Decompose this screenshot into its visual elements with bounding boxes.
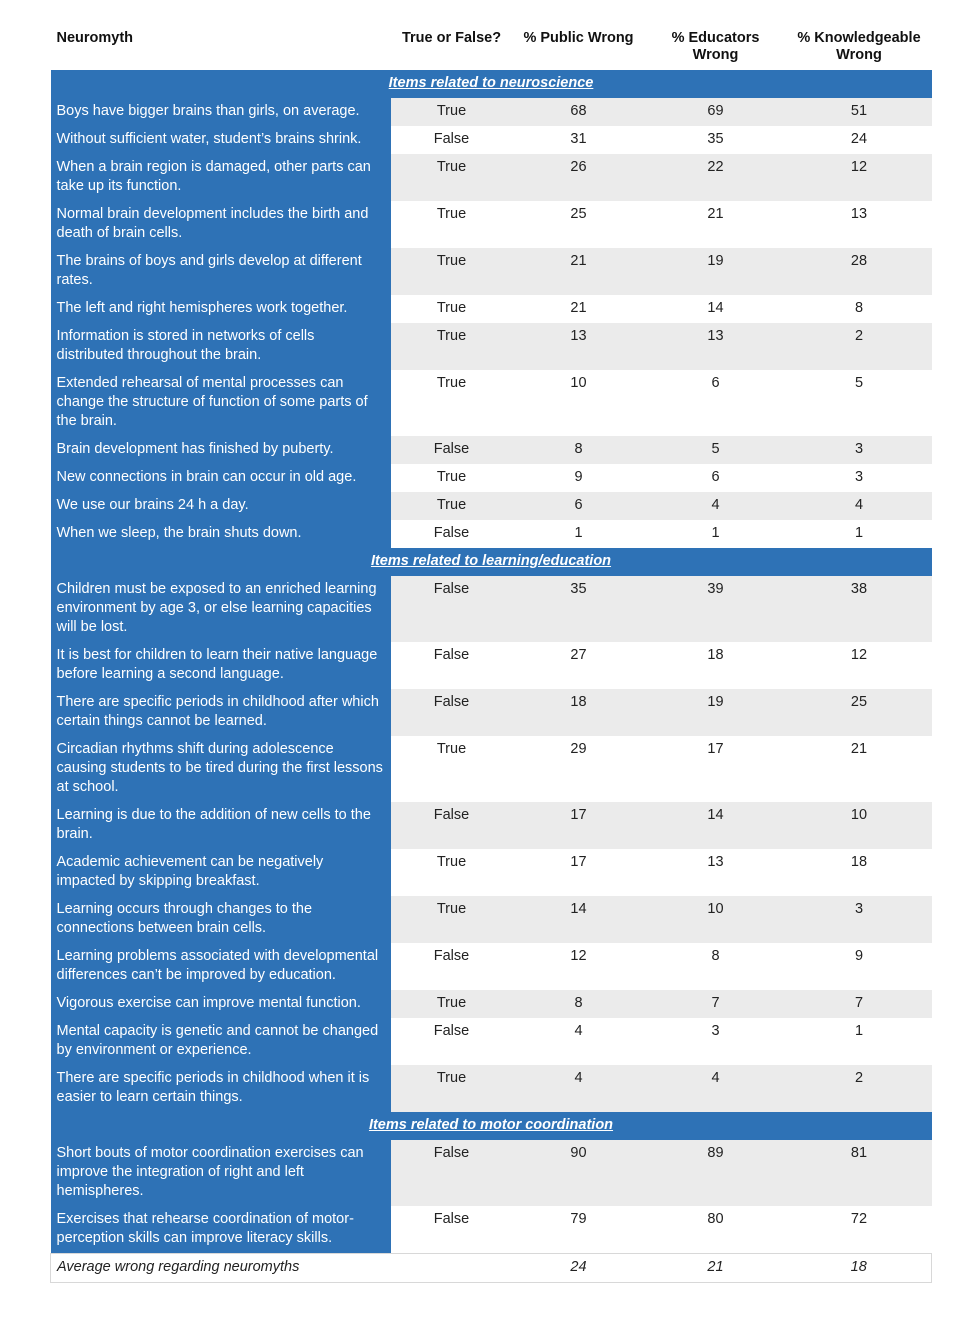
table-row: [51, 370, 932, 436]
true-false-cell: True: [391, 201, 513, 248]
table-row: [51, 201, 932, 248]
neuromyth-cell: Normal brain development includes the birth and death of brain cells.: [51, 201, 391, 248]
educators-wrong-cell: 39: [645, 576, 787, 642]
table-row: [51, 126, 932, 154]
neuromyth-cell: There are specific periods in childhood when it is easier to learn certain things.: [51, 1065, 391, 1112]
neuromyth-cell: There are specific periods in childhood after which certain things cannot be learned.: [51, 689, 391, 736]
average-knowledgeable-wrong: 18: [787, 1254, 932, 1283]
header-row: [51, 28, 932, 70]
educators-wrong-cell: 14: [645, 295, 787, 323]
educators-wrong-cell: 4: [645, 1065, 787, 1112]
knowledgeable-wrong-cell: 4: [787, 492, 932, 520]
table-row: [51, 154, 932, 201]
knowledgeable-wrong-cell: 72: [787, 1206, 932, 1254]
neuromyth-cell: Extended rehearsal of mental processes can change the structure of function of some parts of the brain.: [51, 370, 391, 436]
knowledgeable-wrong-cell: 21: [787, 736, 932, 802]
knowledgeable-wrong-cell: 9: [787, 943, 932, 990]
table-row: [51, 990, 932, 1018]
neuromyth-cell: Children must be exposed to an enriched learning environment by age 3, or else learning capacities will be lost.: [51, 576, 391, 642]
true-false-cell: True: [391, 248, 513, 295]
true-false-cell: True: [391, 492, 513, 520]
header-educators-wrong: % Educators Wrong: [671, 30, 760, 63]
header-neuromyth: Neuromyth: [56, 30, 134, 46]
neuromyth-cell: New connections in brain can occur in old age.: [51, 464, 391, 492]
table-row: [51, 736, 932, 802]
knowledgeable-wrong-cell: 13: [787, 201, 932, 248]
table-row: [51, 1065, 932, 1112]
knowledgeable-wrong-cell: 3: [787, 464, 932, 492]
knowledgeable-wrong-cell: 25: [787, 689, 932, 736]
public-wrong-cell: 21: [513, 295, 645, 323]
knowledgeable-wrong-cell: 12: [787, 642, 932, 689]
true-false-cell: False: [391, 642, 513, 689]
neuromyth-cell: The brains of boys and girls develop at different rates.: [51, 248, 391, 295]
neuromyth-cell: Boys have bigger brains than girls, on average.: [51, 98, 391, 126]
knowledgeable-wrong-cell: 51: [787, 98, 932, 126]
neuromyth-cell: Learning is due to the addition of new cells to the brain.: [51, 802, 391, 849]
public-wrong-cell: 27: [513, 642, 645, 689]
true-false-cell: False: [391, 436, 513, 464]
public-wrong-cell: 13: [513, 323, 645, 370]
neuromyth-cell: When we sleep, the brain shuts down.: [51, 520, 391, 548]
table-row: [51, 576, 932, 642]
table-row: [51, 436, 932, 464]
educators-wrong-cell: 14: [645, 802, 787, 849]
knowledgeable-wrong-cell: 2: [787, 1065, 932, 1112]
section-title: Items related to motor coordination: [51, 1112, 932, 1140]
knowledgeable-wrong-cell: 3: [787, 436, 932, 464]
knowledgeable-wrong-cell: 1: [787, 520, 932, 548]
neuromyth-cell: Academic achievement can be negatively impacted by skipping breakfast.: [51, 849, 391, 896]
true-false-cell: True: [391, 1065, 513, 1112]
neuromyth-cell: Brain development has finished by puberty.: [51, 436, 391, 464]
table-row: [51, 248, 932, 295]
true-false-cell: False: [391, 576, 513, 642]
true-false-cell: True: [391, 736, 513, 802]
true-false-cell: False: [391, 943, 513, 990]
table-row: [51, 1206, 932, 1254]
public-wrong-cell: 4: [513, 1065, 645, 1112]
table-body: [51, 70, 932, 1283]
educators-wrong-cell: 1: [645, 520, 787, 548]
table-row: [51, 642, 932, 689]
educators-wrong-cell: 17: [645, 736, 787, 802]
public-wrong-cell: 25: [513, 201, 645, 248]
public-wrong-cell: 14: [513, 896, 645, 943]
neuromyth-cell: The left and right hemispheres work together.: [51, 295, 391, 323]
true-false-cell: True: [391, 990, 513, 1018]
public-wrong-cell: 8: [513, 990, 645, 1018]
educators-wrong-cell: 13: [645, 323, 787, 370]
educators-wrong-cell: 8: [645, 943, 787, 990]
educators-wrong-cell: 4: [645, 492, 787, 520]
public-wrong-cell: 17: [513, 849, 645, 896]
section-header-row: [51, 1112, 932, 1140]
knowledgeable-wrong-cell: 81: [787, 1140, 932, 1206]
public-wrong-cell: 29: [513, 736, 645, 802]
knowledgeable-wrong-cell: 1: [787, 1018, 932, 1065]
section-title: Items related to learning/education: [51, 548, 932, 576]
public-wrong-cell: 79: [513, 1206, 645, 1254]
true-false-cell: False: [391, 1018, 513, 1065]
neuromyth-cell: Circadian rhythms shift during adolescence causing students to be tired during the first lessons at school.: [51, 736, 391, 802]
header-public-wrong: % Public Wrong: [523, 30, 634, 46]
true-false-cell: False: [391, 520, 513, 548]
public-wrong-cell: 6: [513, 492, 645, 520]
educators-wrong-cell: 13: [645, 849, 787, 896]
knowledgeable-wrong-cell: 38: [787, 576, 932, 642]
table-row: [51, 295, 932, 323]
neuromyth-cell: When a brain region is damaged, other parts can take up its function.: [51, 154, 391, 201]
neuromyth-cell: Information is stored in networks of cells distributed throughout the brain.: [51, 323, 391, 370]
educators-wrong-cell: 19: [645, 689, 787, 736]
educators-wrong-cell: 6: [645, 464, 787, 492]
knowledgeable-wrong-cell: 5: [787, 370, 932, 436]
table-row: [51, 464, 932, 492]
educators-wrong-cell: 5: [645, 436, 787, 464]
average-educators-wrong: 21: [645, 1254, 787, 1283]
knowledgeable-wrong-cell: 8: [787, 295, 932, 323]
neuromyth-cell: Learning occurs through changes to the connections between brain cells.: [51, 896, 391, 943]
section-header-row: [51, 70, 932, 98]
public-wrong-cell: 18: [513, 689, 645, 736]
table-row: [51, 896, 932, 943]
educators-wrong-cell: 22: [645, 154, 787, 201]
public-wrong-cell: 21: [513, 248, 645, 295]
educators-wrong-cell: 18: [645, 642, 787, 689]
table-row: [51, 520, 932, 548]
knowledgeable-wrong-cell: 24: [787, 126, 932, 154]
table-row: [51, 492, 932, 520]
table-row: [51, 943, 932, 990]
knowledgeable-wrong-cell: 7: [787, 990, 932, 1018]
true-false-cell: False: [391, 802, 513, 849]
true-false-cell: True: [391, 849, 513, 896]
neuromyth-cell: Vigorous exercise can improve mental function.: [51, 990, 391, 1018]
educators-wrong-cell: 7: [645, 990, 787, 1018]
average-public-wrong: 24: [513, 1254, 645, 1283]
table-row: [51, 1018, 932, 1065]
educators-wrong-cell: 10: [645, 896, 787, 943]
educators-wrong-cell: 3: [645, 1018, 787, 1065]
neuromyth-cell: Mental capacity is genetic and cannot be changed by environment or experience.: [51, 1018, 391, 1065]
neuromyth-cell: Short bouts of motor coordination exercises can improve the integration of right and left hemispheres.: [51, 1140, 391, 1206]
public-wrong-cell: 35: [513, 576, 645, 642]
true-false-cell: True: [391, 464, 513, 492]
educators-wrong-cell: 35: [645, 126, 787, 154]
knowledgeable-wrong-cell: 18: [787, 849, 932, 896]
table-row: [51, 1140, 932, 1206]
knowledgeable-wrong-cell: 10: [787, 802, 932, 849]
knowledgeable-wrong-cell: 12: [787, 154, 932, 201]
true-false-cell: True: [391, 896, 513, 943]
educators-wrong-cell: 19: [645, 248, 787, 295]
section-header-row: [51, 548, 932, 576]
neuromyth-cell: Exercises that rehearse coordination of motor-perception skills can improve literacy skills.: [51, 1206, 391, 1254]
true-false-cell: False: [391, 1206, 513, 1254]
header-true-or-false: True or False?: [401, 30, 502, 46]
public-wrong-cell: 31: [513, 126, 645, 154]
average-true-false-cell: [391, 1254, 513, 1283]
public-wrong-cell: 17: [513, 802, 645, 849]
public-wrong-cell: 12: [513, 943, 645, 990]
public-wrong-cell: 8: [513, 436, 645, 464]
table-row: [51, 323, 932, 370]
public-wrong-cell: 26: [513, 154, 645, 201]
section-title: Items related to neuroscience: [51, 70, 932, 98]
public-wrong-cell: 68: [513, 98, 645, 126]
knowledgeable-wrong-cell: 2: [787, 323, 932, 370]
neuromyth-cell: We use our brains 24 h a day.: [51, 492, 391, 520]
knowledgeable-wrong-cell: 28: [787, 248, 932, 295]
educators-wrong-cell: 6: [645, 370, 787, 436]
public-wrong-cell: 4: [513, 1018, 645, 1065]
average-row: [51, 1254, 932, 1283]
table-row: [51, 98, 932, 126]
true-false-cell: False: [391, 126, 513, 154]
educators-wrong-cell: 80: [645, 1206, 787, 1254]
true-false-cell: True: [391, 154, 513, 201]
true-false-cell: True: [391, 295, 513, 323]
average-label: Average wrong regarding neuromyths: [51, 1254, 391, 1283]
table-row: [51, 849, 932, 896]
public-wrong-cell: 10: [513, 370, 645, 436]
table-row: [51, 689, 932, 736]
true-false-cell: False: [391, 689, 513, 736]
true-false-cell: True: [391, 370, 513, 436]
public-wrong-cell: 9: [513, 464, 645, 492]
neuromyth-cell: Without sufficient water, student’s brains shrink.: [51, 126, 391, 154]
neuromyth-cell: It is best for children to learn their native language before learning a second language.: [51, 642, 391, 689]
header-knowledgeable-wrong: % Knowledgeable Wrong: [797, 30, 921, 63]
educators-wrong-cell: 69: [645, 98, 787, 126]
educators-wrong-cell: 89: [645, 1140, 787, 1206]
educators-wrong-cell: 21: [645, 201, 787, 248]
true-false-cell: True: [391, 98, 513, 126]
table-row: [51, 802, 932, 849]
neuromyth-table: [50, 28, 932, 1283]
neuromyth-cell: Learning problems associated with developmental differences can’t be improved by education.: [51, 943, 391, 990]
public-wrong-cell: 90: [513, 1140, 645, 1206]
public-wrong-cell: 1: [513, 520, 645, 548]
true-false-cell: True: [391, 323, 513, 370]
knowledgeable-wrong-cell: 3: [787, 896, 932, 943]
true-false-cell: False: [391, 1140, 513, 1206]
